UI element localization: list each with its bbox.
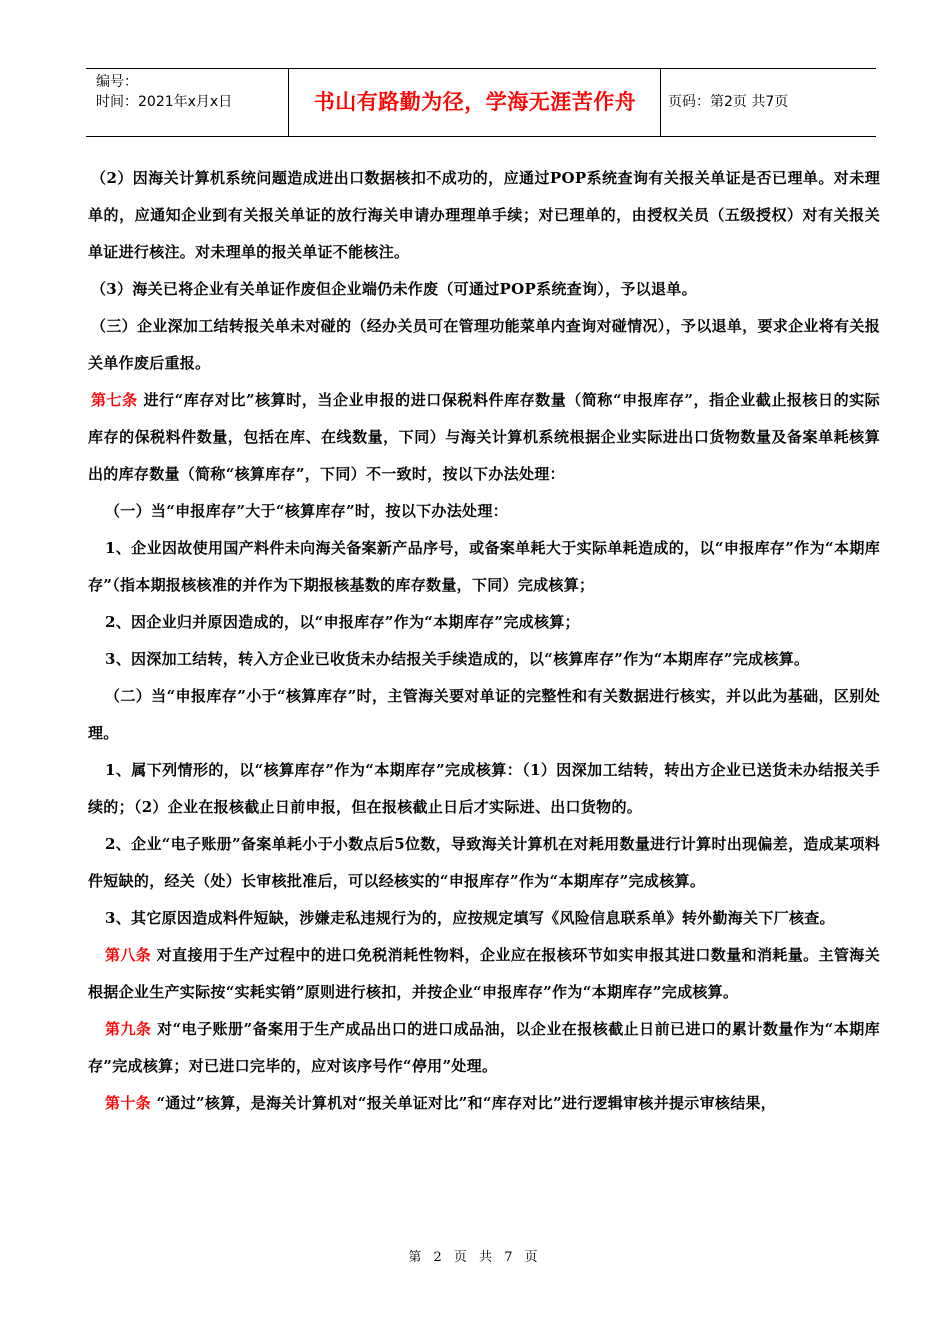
paragraph: （二）当“申报库存”小于“核算库存”时，主管海关要对单证的完整性和有关数据进行核实，并以此为基础，区别处理。 <box>88 687 880 742</box>
article-number: 第九条 <box>105 1020 152 1038</box>
time-label: 时间：2021年x月x日 <box>96 94 233 110</box>
article-9: 第九条 对“电子账册”备案用于生产成品出口的进口成品油，以企业在报核截止日前已进口的累计数量作为“本期库存”完成核算；对已进口完毕的，应对该序号作“停用”处理。 <box>88 1020 880 1075</box>
article-number: 第七条 <box>91 391 138 409</box>
header-top-border <box>86 68 876 69</box>
header-divider-right <box>660 68 661 136</box>
article-number: 第八条 <box>105 946 152 964</box>
paragraph: 1、企业因故使用国产料件未向海关备案新产品序号，或备案单耗大于实际单耗造成的，以“申报库存”作为“本期库存”（指本期报核核准的并作为下期报核基数的库存数量，下同）完成核算； <box>88 539 880 594</box>
paragraph: （三）企业深加工结转报关单未对碰的（经办关员可在管理功能菜单内查询对碰情况），予以退单，要求企业将有关报关单作废后重报。 <box>88 317 880 372</box>
article-10: 第十条 “通过”核算，是海关计算机对“报关单证对比”和“库存对比”进行逻辑审核并提示审核结果， <box>105 1094 777 1112</box>
paragraph: （3）海关已将企业有关单证作废但企业端仍未作废（可通过POP系统查询），予以退单。 <box>91 280 697 298</box>
article-7: 第七条 进行“库存对比”核算时，当企业申报的进口保税料件库存数量（简称“申报库存”，指企业截止报核日的实际库存的保税料件数量，包括在库、在线数量，下同）与海关计算机系统根据企业实际进出口货物数量及备案单耗核算出的库存数量（简称“核算库存”，下同）不一致时，按以下办法处理： <box>88 391 880 483</box>
serial-label: 编号： <box>96 74 138 90</box>
article-8: 第八条 对直接用于生产过程中的进口免税消耗性物料，企业应在报核环节如实申报其进口数量和消耗量。主管海关根据企业生产实际按“实耗实销”原则进行核扣，并按企业“申报库存”作为“本期库存”完成核算。 <box>88 946 880 1001</box>
header-divider-left <box>288 68 289 136</box>
paragraph: 2、因企业归并原因造成的，以“申报库存”作为“本期库存”完成核算； <box>105 613 580 631</box>
header-motto: 书山有路勤为径，学海无涯苦作舟 <box>313 90 637 114</box>
paragraph: 3、其它原因造成料件短缺，涉嫌走私违规行为的，应按规定填写《风险信息联系单》转外勤海关下厂核查。 <box>105 909 835 927</box>
document-body <box>88 160 880 1122</box>
paragraph: （2）因海关计算机系统问题造成进出口数据核扣不成功的，应通过POP系统查询有关报关单证是否已理单。对未理单的，应通知企业到有关报关单证的放行海关申请办理理单手续；对已理单的，由授权关员（五级授权）对有关报关单证进行核注。对未理单的报关单证不能核注。 <box>88 169 880 261</box>
header-page-label: 页码：第2页 共7页 <box>668 94 789 110</box>
header-bottom-border <box>86 136 876 137</box>
paragraph: 1、属下列情形的，以“核算库存”作为“本期库存”完成核算：（1）因深加工结转，转出方企业已送货未办结报关手续的；（2）企业在报核截止日前申报，但在报核截止日后才实际进、出口货物的。 <box>88 761 880 816</box>
page-footer: 第 2 页 共 7 页 <box>408 1250 542 1265</box>
paragraph: 3、因深加工结转，转入方企业已收货未办结报关手续造成的，以“核算库存”作为“本期库存”完成核算。 <box>105 650 810 668</box>
article-number: 第十条 <box>105 1094 151 1112</box>
paragraph: （一）当“申报库存”大于“核算库存”时，按以下办法处理： <box>105 502 508 520</box>
header-meta <box>96 72 232 112</box>
paragraph: 2、企业“电子账册”备案单耗小于小数点后5位数，导致海关计算机在对耗用数量进行计算时出现偏差，造成某项料件短缺的，经关（处）长审核批准后，可以经核实的“申报库存”作为“本期库存”完成核算。 <box>88 835 880 890</box>
